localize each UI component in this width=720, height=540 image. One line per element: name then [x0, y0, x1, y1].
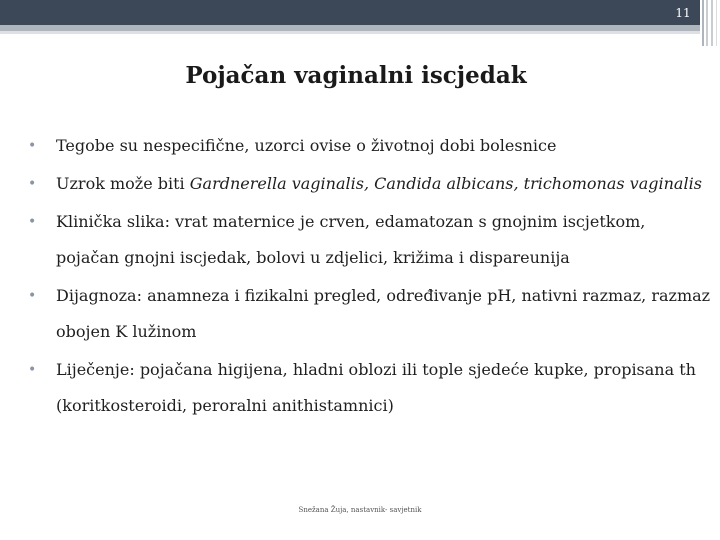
bullet-icon: • — [28, 214, 37, 230]
bullet-icon: • — [28, 288, 37, 304]
bullet-text: Uzrok može biti — [56, 174, 190, 193]
slide-title: Pojačan vaginalni iscjedak — [185, 62, 527, 89]
bullet-text: Dijagnoza: anamneza i fizikalni pregled, određivanje pH, nativni razmaz, razmaz obojen K lužinom — [56, 286, 711, 341]
bullet-icon: • — [28, 138, 37, 154]
bullet-item — [26, 278, 712, 350]
bullet-item — [26, 128, 712, 164]
bullet-text: Tegobe su nespecifične, uzorci ovise o životnoj dobi bolesnice — [56, 136, 557, 155]
decorative-rail — [706, 0, 708, 46]
bullet-icon: • — [28, 176, 37, 192]
bullet-item — [26, 204, 712, 276]
header-stripe-light — [0, 31, 700, 34]
bullet-item — [26, 352, 712, 424]
bullet-text: Liječenje: pojačana higijena, hladni oblozi ili tople sjedeće kupke, propisana th (koritkosteroidi, peroralni anithistamnici) — [56, 360, 696, 415]
decorative-rail — [716, 0, 717, 46]
bullet-item — [26, 166, 712, 202]
decorative-rail — [702, 0, 704, 46]
bullet-icon: • — [28, 362, 37, 378]
bullet-list — [26, 128, 712, 426]
page-number: 11 — [675, 6, 691, 20]
slide-footer: Snežana Žuja, nastavnik- savjetnik — [298, 506, 422, 514]
header-bar — [0, 0, 700, 25]
bullet-text: Klinička slika: vrat maternice je crven, edamatozan s gnojnim iscjetkom, pojačan gnojni iscjedak, bolovi u zdjelici, križima i dispareunija — [56, 212, 646, 267]
bullet-text-italic: Gardnerella vaginalis, Candida albicans, trichomonas vaginalis — [189, 174, 702, 193]
decorative-rail — [711, 0, 713, 46]
